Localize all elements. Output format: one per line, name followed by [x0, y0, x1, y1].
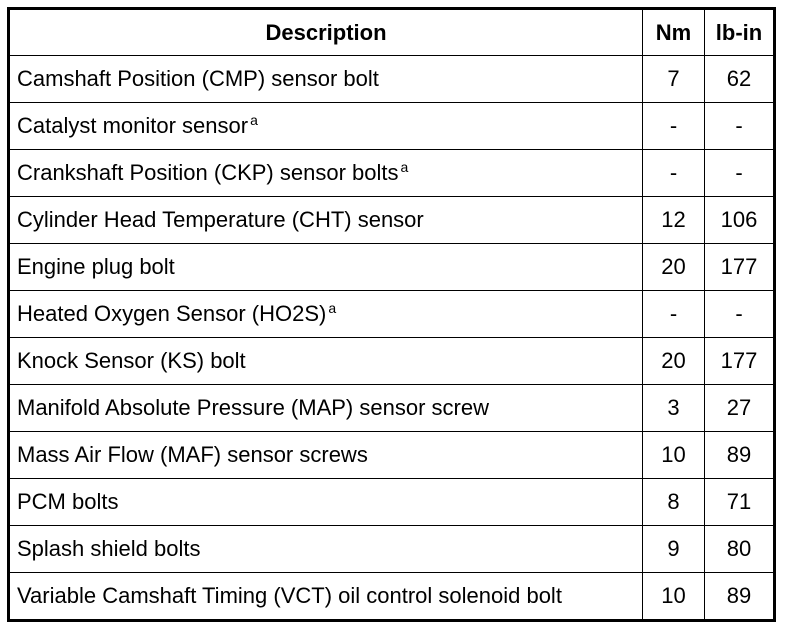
nm-cell: -	[643, 103, 705, 150]
description-cell	[9, 526, 643, 573]
header-description: Description	[9, 9, 643, 56]
lbin-cell: -	[705, 291, 775, 338]
description-cell	[9, 150, 643, 197]
nm-cell: 12	[643, 197, 705, 244]
nm-cell: -	[643, 150, 705, 197]
nm-cell: -	[643, 291, 705, 338]
lbin-cell: 71	[705, 479, 775, 526]
description-cell	[9, 291, 643, 338]
table-row	[9, 197, 775, 244]
description-cell	[9, 479, 643, 526]
description-text: Camshaft Position (CMP) sensor bolt	[17, 66, 379, 91]
table-row	[9, 479, 775, 526]
description-cell	[9, 573, 643, 621]
lbin-cell: 27	[705, 385, 775, 432]
nm-cell: 20	[643, 244, 705, 291]
description-text: Mass Air Flow (MAF) sensor screws	[17, 442, 368, 467]
header-nm: Nm	[643, 9, 705, 56]
description-cell	[9, 338, 643, 385]
table-row	[9, 150, 775, 197]
table-row	[9, 385, 775, 432]
table-row	[9, 103, 775, 150]
lbin-cell: 89	[705, 432, 775, 479]
description-cell	[9, 56, 643, 103]
nm-cell: 8	[643, 479, 705, 526]
lbin-cell: 62	[705, 56, 775, 103]
description-text: Heated Oxygen Sensor (HO2S)	[17, 301, 327, 326]
lbin-cell: -	[705, 103, 775, 150]
lbin-cell: 177	[705, 244, 775, 291]
lbin-cell: 106	[705, 197, 775, 244]
torque-spec-table	[7, 7, 776, 622]
table-row	[9, 338, 775, 385]
table-row	[9, 573, 775, 621]
description-text: Variable Camshaft Timing (VCT) oil control solenoid bolt	[17, 583, 562, 608]
nm-cell: 7	[643, 56, 705, 103]
nm-cell: 10	[643, 573, 705, 621]
description-cell	[9, 244, 643, 291]
description-text: PCM bolts	[17, 489, 119, 514]
table-row	[9, 56, 775, 103]
header-lbin: lb-in	[705, 9, 775, 56]
description-text: Cylinder Head Temperature (CHT) sensor	[17, 207, 424, 232]
table-row	[9, 244, 775, 291]
table-row	[9, 432, 775, 479]
description-cell	[9, 197, 643, 244]
footnote-marker: a	[400, 159, 409, 175]
lbin-cell: 89	[705, 573, 775, 621]
header-row	[9, 9, 775, 56]
nm-cell: 3	[643, 385, 705, 432]
description-text: Crankshaft Position (CKP) sensor bolts	[17, 160, 399, 185]
description-cell	[9, 432, 643, 479]
description-text: Catalyst monitor sensor	[17, 113, 249, 138]
footnote-marker: a	[328, 300, 337, 316]
table-header	[9, 9, 775, 56]
table-body	[9, 56, 775, 621]
description-cell	[9, 103, 643, 150]
description-text: Engine plug bolt	[17, 254, 175, 279]
description-text: Splash shield bolts	[17, 536, 201, 561]
description-text: Manifold Absolute Pressure (MAP) sensor screw	[17, 395, 489, 420]
table-row	[9, 291, 775, 338]
lbin-cell: 177	[705, 338, 775, 385]
description-cell	[9, 385, 643, 432]
description-text: Knock Sensor (KS) bolt	[17, 348, 246, 373]
nm-cell: 9	[643, 526, 705, 573]
table-row	[9, 526, 775, 573]
nm-cell: 10	[643, 432, 705, 479]
footnote-marker: a	[250, 112, 258, 128]
nm-cell: 20	[643, 338, 705, 385]
lbin-cell: 80	[705, 526, 775, 573]
lbin-cell: -	[705, 150, 775, 197]
